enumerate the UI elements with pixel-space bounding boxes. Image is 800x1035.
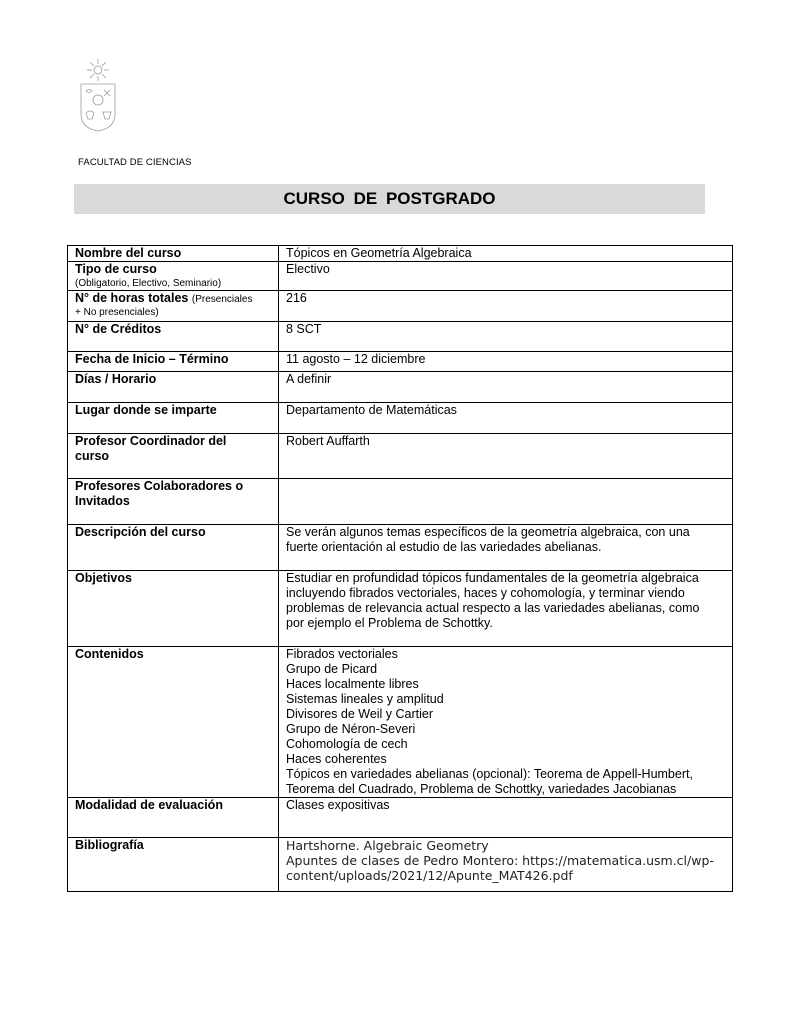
table-row <box>68 352 733 372</box>
contents-item: Divisores de Weil y Cartier <box>286 707 434 721</box>
table-row <box>68 647 733 798</box>
objectives-value <box>279 571 733 647</box>
table-row <box>68 479 733 525</box>
course-name-value: Tópicos en Geometría Algebraica <box>279 246 733 262</box>
course-type-label: Tipo de curso <box>75 262 157 276</box>
bibliography-label: Bibliografía <box>68 838 279 892</box>
contents-item: Sistemas lineales y amplitud <box>286 692 444 706</box>
location-label: Lugar donde se imparte <box>68 403 279 434</box>
collaborators-label-2: Invitados <box>75 494 130 508</box>
table-row <box>68 322 733 352</box>
collaborators-label-1: Profesores Colaboradores o <box>75 479 244 493</box>
coordinator-label-1: Profesor Coordinador del <box>75 434 227 448</box>
objectives-line: problemas de relevancia actual respecto a las variedades abelianas, como <box>286 601 700 615</box>
dates-value: 11 agosto – 12 diciembre <box>279 352 733 372</box>
objectives-line: incluyendo fibrados vectoriales, haces y cohomología, y terminar viendo <box>286 586 685 600</box>
university-seal-logo <box>78 58 122 132</box>
schedule-label: Días / Horario <box>68 372 279 403</box>
contents-item: Haces coherentes <box>286 752 387 766</box>
row-label <box>68 434 279 479</box>
description-label: Descripción del curso <box>68 525 279 571</box>
bibliography-line: Apuntes de clases de Pedro Montero: https://matematica.usm.cl/wp- <box>286 853 714 868</box>
table-row <box>68 403 733 434</box>
evaluation-label: Modalidad de evaluación <box>68 798 279 838</box>
evaluation-value: Clases expositivas <box>279 798 733 838</box>
table-row <box>68 246 733 262</box>
page-title-banner <box>74 184 705 214</box>
course-type-value: Electivo <box>279 262 733 291</box>
page-title: CURSO DE POSTGRADO <box>283 189 496 208</box>
description-value <box>279 525 733 571</box>
bibliography-value <box>279 838 733 892</box>
contents-item: Haces localmente libres <box>286 677 419 691</box>
hours-note-2: + No presenciales) <box>75 307 159 318</box>
row-label <box>68 479 279 525</box>
bibliography-line: Hartshorne. Algebraic Geometry <box>286 838 489 853</box>
row-label <box>68 291 279 322</box>
course-info-table <box>67 245 733 892</box>
bibliography-line: content/uploads/2021/12/Apunte_MAT426.pdf <box>286 868 573 883</box>
table-row <box>68 838 733 892</box>
coordinator-value: Robert Auffarth <box>279 434 733 479</box>
faculty-name: FACULTAD DE CIENCIAS <box>78 157 192 168</box>
table-row <box>68 372 733 403</box>
table-row <box>68 798 733 838</box>
contents-value <box>279 647 733 798</box>
row-label <box>68 262 279 291</box>
objectives-line: por ejemplo el Problema de Schottky. <box>286 616 493 630</box>
dates-label: Fecha de Inicio – Término <box>68 352 279 372</box>
course-type-note: (Obligatorio, Electivo, Seminario) <box>75 278 222 289</box>
coordinator-label-2: curso <box>75 449 110 463</box>
credits-value: 8 SCT <box>279 322 733 352</box>
contents-item: Tópicos en variedades abelianas (opcional): Teorema de Appell-Humbert, <box>286 767 693 781</box>
collaborators-value <box>279 479 733 525</box>
table-row <box>68 525 733 571</box>
row-label: Nombre del curso <box>68 246 279 262</box>
contents-item: Teorema del Cuadrado, Problema de Schottky, variedades Jacobianas <box>286 782 677 796</box>
table-row <box>68 571 733 647</box>
table-row <box>68 262 733 291</box>
hours-value: 216 <box>279 291 733 322</box>
location-value: Departamento de Matemáticas <box>279 403 733 434</box>
contents-item: Fibrados vectoriales <box>286 647 398 661</box>
table-row <box>68 434 733 479</box>
credits-label: N° de Créditos <box>68 322 279 352</box>
contents-item: Grupo de Néron-Severi <box>286 722 416 736</box>
contents-item: Grupo de Picard <box>286 662 378 676</box>
description-line: Se verán algunos temas específicos de la geometría algebraica, con una <box>286 525 690 539</box>
hours-note-1: (Presenciales <box>191 294 253 305</box>
hours-label: N° de horas totales <box>75 291 189 305</box>
contents-label: Contenidos <box>68 647 279 798</box>
schedule-value: A definir <box>279 372 733 403</box>
objectives-label: Objetivos <box>68 571 279 647</box>
objectives-line: Estudiar en profundidad tópicos fundamentales de la geometría algebraica <box>286 571 699 585</box>
description-line: fuerte orientación al estudio de las variedades abelianas. <box>286 540 602 554</box>
contents-item: Cohomología de cech <box>286 737 408 751</box>
table-row <box>68 291 733 322</box>
